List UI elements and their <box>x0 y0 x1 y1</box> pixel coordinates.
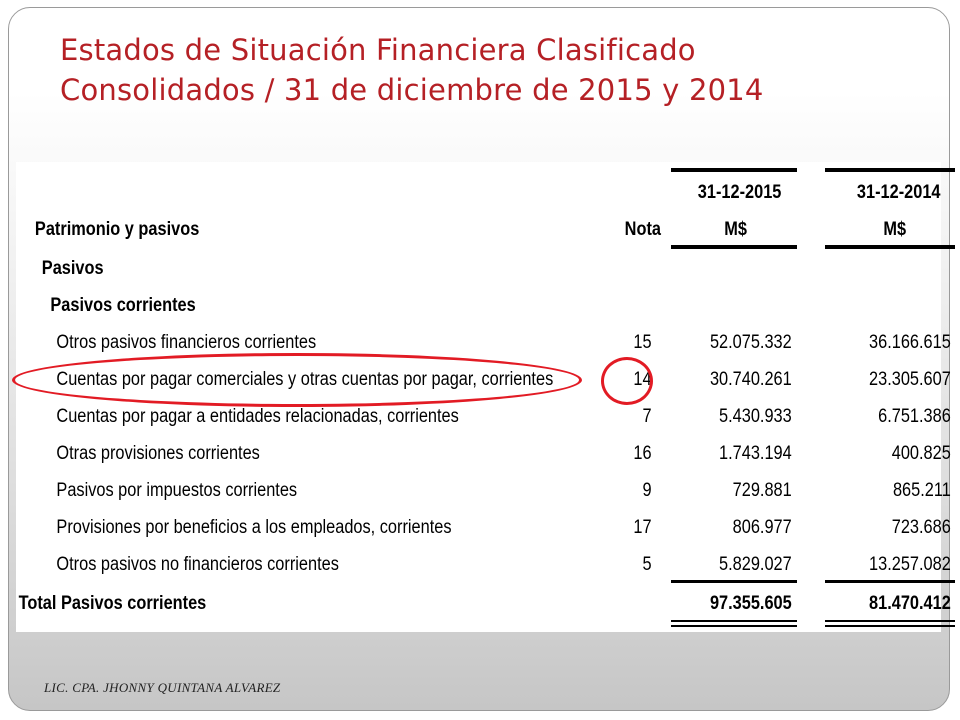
header-bottom-rule-2015 <box>671 245 797 249</box>
highlight-ellipse <box>12 353 582 407</box>
row-value-2014: 865.211 <box>892 480 951 501</box>
row-value-2014: 36.166.615 <box>869 332 951 353</box>
row-nota: 14 <box>633 369 652 390</box>
pasivos-corrientes-label: Pasivos corrientes <box>50 295 196 316</box>
row-label: Cuentas por pagar a entidades relacionadas, corrientes <box>56 406 459 427</box>
subtotal-rule-2014 <box>825 580 955 583</box>
total-double-rule-2014-b <box>825 625 955 627</box>
row-value-2014: 23.305.607 <box>869 369 951 390</box>
row-nota: 16 <box>633 443 652 464</box>
total-double-rule-2015-a <box>671 620 797 622</box>
nota-header: Nota <box>624 219 661 240</box>
highlight-circle <box>601 357 653 405</box>
header-date-2014: 31-12-2014 <box>856 182 941 203</box>
header-date-2015: 31-12-2015 <box>697 182 782 203</box>
pasivos-corrientes-heading <box>16 289 812 323</box>
total-value-2015: 97.355.605 <box>709 593 792 614</box>
row-value-2014: 13.257.082 <box>869 554 951 575</box>
row-nota: 7 <box>642 406 652 427</box>
total-value-2014: 81.470.412 <box>869 593 951 614</box>
subtotal-rule-2015 <box>671 580 797 583</box>
total-row <box>16 587 951 621</box>
row-value-2014: 723.686 <box>891 517 951 538</box>
table-row <box>16 474 951 508</box>
row-value-2015: 806.977 <box>732 517 792 538</box>
row-nota: 9 <box>642 480 652 501</box>
title-line-1: Estados de Situación Financiera Clasificado <box>60 33 696 67</box>
table-row <box>16 511 951 545</box>
row-value-2015: 30.740.261 <box>709 369 792 390</box>
total-label: Total Pasivos corrientes <box>18 593 207 614</box>
row-value-2014: 6.751.386 <box>878 406 951 427</box>
row-value-2014: 400.825 <box>891 443 951 464</box>
header-bottom-rule-2014 <box>825 245 955 249</box>
row-nota: 5 <box>642 554 652 575</box>
total-double-rule-2015-b <box>671 625 797 627</box>
footer-author: LIC. CPA. JHONNY QUINTANA ALVAREZ <box>44 680 281 695</box>
row-label: Cuentas por pagar comerciales y otras cuentas por pagar, corrientes <box>56 369 554 390</box>
table-row <box>16 437 951 471</box>
row-value-2015: 729.881 <box>732 480 792 501</box>
row-value-2015: 5.829.027 <box>719 554 792 575</box>
currency-2015: M$ <box>724 219 747 240</box>
row-nota: 17 <box>633 517 652 538</box>
row-label: Otras provisiones corrientes <box>56 443 260 464</box>
row-label: Otros pasivos no financieros corrientes <box>56 554 339 575</box>
total-double-rule-2014-a <box>825 620 955 622</box>
row-label: Provisiones por beneficios a los empleados, corrientes <box>56 517 452 538</box>
header-labels-row <box>16 213 907 247</box>
slide-title <box>60 30 920 110</box>
title-line-2: Consolidados / 31 de diciembre de 2015 y 2014 <box>60 73 764 107</box>
row-value-2015: 52.075.332 <box>709 332 792 353</box>
pasivos-heading <box>16 252 812 286</box>
currency-2014: M$ <box>883 219 907 240</box>
row-value-2015: 5.430.933 <box>719 406 792 427</box>
table-row <box>16 400 951 434</box>
row-label: Otros pasivos financieros corrientes <box>56 332 317 353</box>
row-label: Pasivos por impuestos corrientes <box>56 480 298 501</box>
header-dates-row <box>16 176 941 210</box>
row-nota: 15 <box>633 332 652 353</box>
header-top-rule-2014 <box>825 168 955 172</box>
row-value-2015: 1.743.194 <box>719 443 792 464</box>
table-row <box>16 548 951 582</box>
pasivos-label: Pasivos <box>41 258 104 279</box>
header-top-rule-2015 <box>671 168 797 172</box>
section-label: Patrimonio y pasivos <box>34 219 200 240</box>
